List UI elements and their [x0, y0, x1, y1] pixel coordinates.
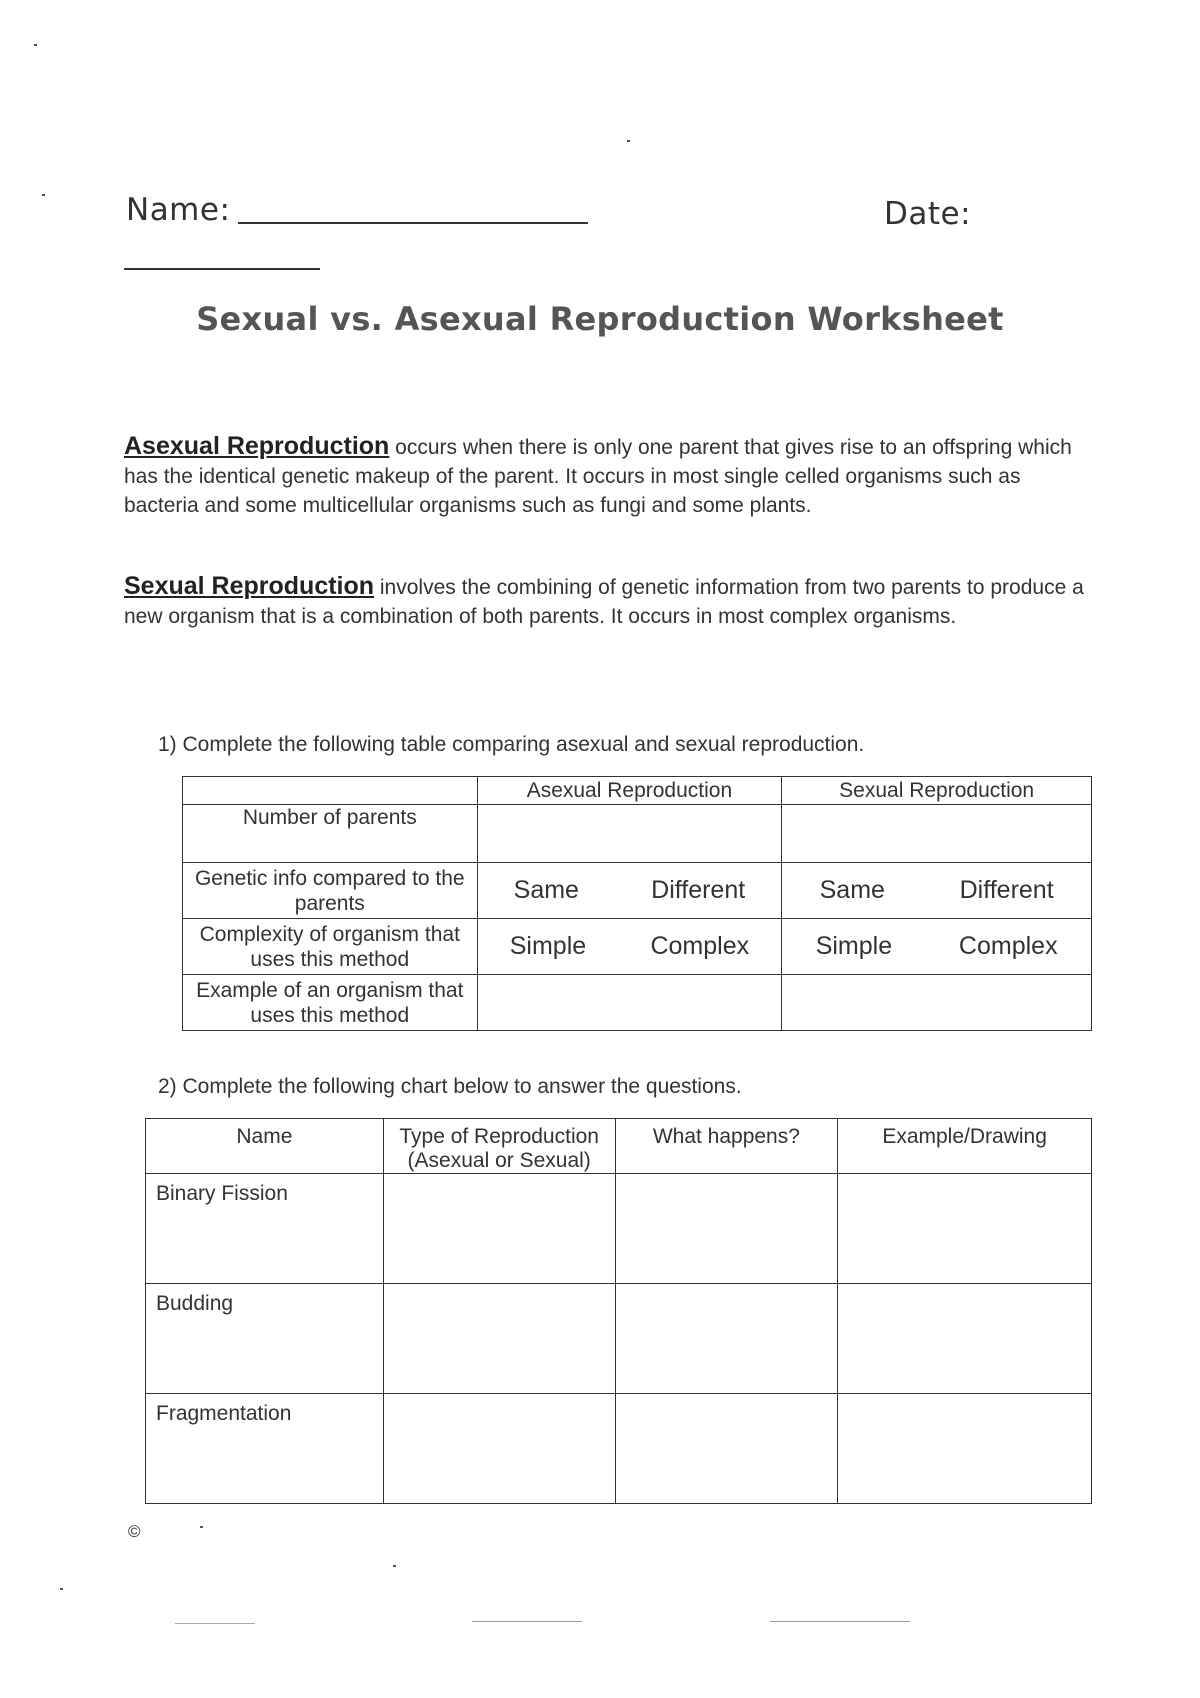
sexual-definition	[124, 572, 1084, 631]
budding-example-answer[interactable]	[838, 1284, 1092, 1394]
question-1-text: 1) Complete the following table comparing asexual and sexual reproduction.	[158, 733, 865, 756]
scan-speck	[627, 140, 630, 142]
asexual-term: Asexual Reproduction	[124, 432, 390, 460]
methods-row-name: Budding	[146, 1284, 384, 1394]
budding-type-answer[interactable]	[383, 1284, 615, 1394]
methods-header-name: Name	[146, 1119, 384, 1174]
comparison-header-blank	[183, 777, 478, 805]
sexual-term: Sexual Reproduction	[124, 572, 375, 600]
scan-speck	[42, 194, 45, 196]
methods-row-name: Binary Fission	[146, 1174, 384, 1284]
question-2-text: 2) Complete the following chart below to answer the questions.	[158, 1075, 742, 1098]
fragmentation-what-answer[interactable]	[615, 1394, 838, 1504]
binary-fission-what-answer[interactable]	[615, 1174, 838, 1284]
methods-header-row	[146, 1119, 1092, 1174]
methods-header-what-happens: What happens?	[615, 1119, 838, 1174]
comparison-row-label: Complexity of organism that uses this method	[183, 919, 478, 975]
parents-asexual-answer[interactable]	[477, 805, 782, 863]
scan-speck	[770, 1621, 910, 1622]
date-label: Date:	[884, 196, 972, 232]
complexity-asexual-options	[477, 919, 782, 975]
comparison-header-sexual: Sexual Reproduction	[782, 777, 1092, 805]
comparison-row-genetic-info	[183, 863, 1092, 919]
scan-speck	[200, 1526, 203, 1528]
option-different[interactable]: Different	[959, 876, 1054, 904]
comparison-header-asexual: Asexual Reproduction	[477, 777, 782, 805]
comparison-row-label: Example of an organism that uses this method	[183, 975, 478, 1031]
comparison-table	[182, 776, 1092, 1031]
comparison-row-parents	[183, 805, 1092, 863]
date-blank[interactable]	[124, 268, 320, 270]
example-asexual-answer[interactable]	[477, 975, 782, 1031]
methods-header-type: Type of Reproduction (Asexual or Sexual)	[383, 1119, 615, 1174]
option-same[interactable]: Same	[819, 876, 885, 904]
comparison-row-example	[183, 975, 1092, 1031]
sexual-definition-text: involves the combining of genetic information from two parents to produce a new organism that is a combination of both parents. It occurs in most complex organisms.	[124, 576, 1084, 628]
scan-speck	[34, 44, 37, 46]
comparison-header-row	[183, 777, 1092, 805]
name-label: Name:	[126, 192, 231, 228]
fragmentation-type-answer[interactable]	[383, 1394, 615, 1504]
option-different[interactable]: Different	[651, 876, 746, 904]
asexual-definition-text: occurs when there is only one parent that gives rise to an offspring which has the identical genetic makeup of the parent. It occurs in most single celled organisms such as bacteria and some multicellular organisms such as fungi and some plants.	[124, 436, 1072, 517]
budding-what-answer[interactable]	[615, 1284, 838, 1394]
comparison-row-label: Number of parents	[183, 805, 478, 863]
complexity-sexual-options	[782, 919, 1092, 975]
genetic-asexual-options	[477, 863, 782, 919]
scan-speck	[393, 1565, 396, 1567]
worksheet-title: Sexual vs. Asexual Reproduction Worksheet	[196, 300, 1004, 338]
scan-speck	[472, 1621, 582, 1622]
methods-chart	[145, 1118, 1092, 1504]
option-complex[interactable]: Complex	[650, 932, 750, 960]
methods-row-name: Fragmentation	[146, 1394, 384, 1504]
copyright-symbol: ©	[128, 1522, 141, 1541]
comparison-row-label: Genetic info compared to the parents	[183, 863, 478, 919]
methods-header-example: Example/Drawing	[838, 1119, 1092, 1174]
example-sexual-answer[interactable]	[782, 975, 1092, 1031]
scan-speck	[175, 1623, 255, 1624]
option-simple[interactable]: Simple	[815, 932, 893, 960]
option-complex[interactable]: Complex	[958, 932, 1058, 960]
scan-speck	[60, 1588, 63, 1590]
parents-sexual-answer[interactable]	[782, 805, 1092, 863]
methods-row-fragmentation	[146, 1394, 1092, 1504]
methods-row-budding	[146, 1284, 1092, 1394]
option-simple[interactable]: Simple	[509, 932, 587, 960]
methods-row-binary-fission	[146, 1174, 1092, 1284]
binary-fission-type-answer[interactable]	[383, 1174, 615, 1284]
option-same[interactable]: Same	[513, 876, 579, 904]
genetic-sexual-options	[782, 863, 1092, 919]
name-blank[interactable]	[238, 222, 588, 224]
comparison-row-complexity	[183, 919, 1092, 975]
binary-fission-example-answer[interactable]	[838, 1174, 1092, 1284]
asexual-definition	[124, 432, 1084, 520]
fragmentation-example-answer[interactable]	[838, 1394, 1092, 1504]
